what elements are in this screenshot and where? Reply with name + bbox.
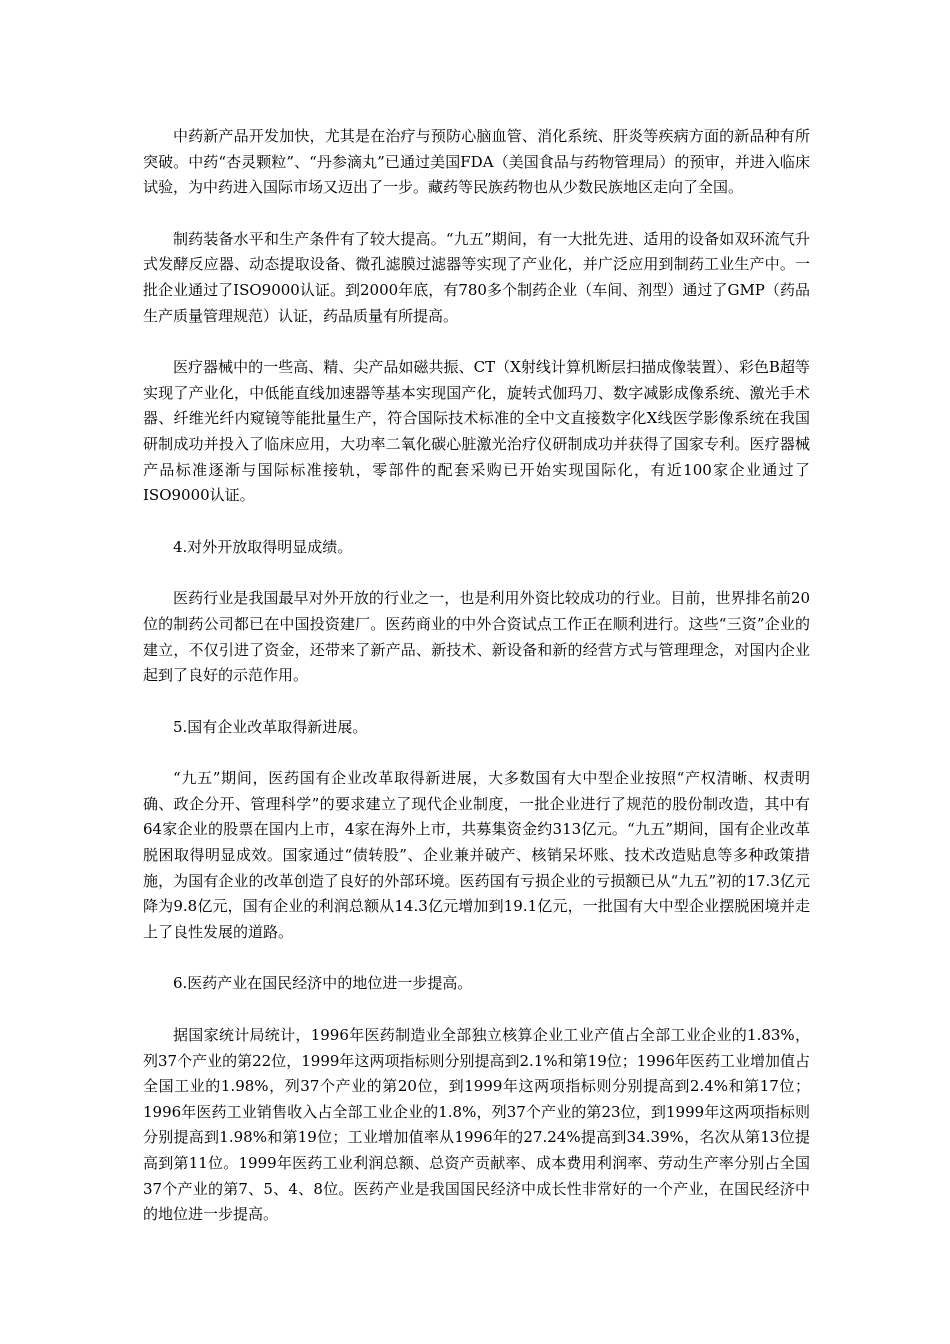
paragraph-soe-reform: “九五”期间，医药国有企业改革取得新进展，大多数国有大中型企业按照“产权清晰、权责明确、政企分开、管理科学”的要求建立了现代企业制度，一批企业进行了规范的股份制改造，其中有64家企业的股票在国内上市，4家在海外上市，共募集资金约313亿元。“九五”期间，国有企业改革脱困取得明显成效。国家通过“债转股”、企业兼并破产、核销呆坏账、技术改造贴息等多种政策措施，为国有企业的改革创造了良好的外部环境。医药国有亏损企业的亏损额已从“九五”初的17.3亿元降为9.8亿元，国有企业的利润总额从14.3亿元增加到19.1亿元，一批国有大中型企业摆脱困境并走上了良性发展的道路。 [143, 769, 810, 941]
paragraph-pharma-equipment: 制药装备水平和生产条件有了较大提高。“九五”期间，有一大批先进、适用的设备如双环流气升式发酵反应器、动态提取设备、微孔滤膜过滤器等实现了产业化，并广泛应用到制药工业生产中。一批企业通过了ISO9000认证。到2000年底，有780多个制药企业（车间、剂型）通过了GMP（药品生产质量管理规范）认证，药品质量有所提高。 [143, 229, 810, 325]
heading-opening-up: 4.对外开放取得明显成绩。 [173, 537, 353, 556]
heading-industry-status: 6.医药产业在国民经济中的地位进一步提高。 [173, 974, 473, 993]
heading-soe-reform: 5.国有企业改革取得新进展。 [173, 717, 368, 736]
document-page [143, 124, 810, 1254]
paragraph-medical-devices: 医疗器械中的一些高、精、尖产品如磁共振、CT（X射线计算机断层扫描成像装置）、彩色B超等实现了产业化，中低能直线加速器等基本实现国产化，旋转式伽玛刀、数字减影成像系统、激光手术器、纤维光纤内窥镜等能批量生产，符合国际技术标准的全中文直接数字化X线医学影像系统在我国研制成功并投入了临床应用，大功率二氧化碳心脏激光治疗仪研制成功并获得了国家专利。医疗器械产品标准逐渐与国际标准接轨，零部件的配套采购已开始实现国际化，有近100家企业通过了ISO9000认证。 [143, 358, 810, 505]
paragraph-opening-up: 医药行业是我国最早对外开放的行业之一，也是利用外资比较成功的行业。目前，世界排名前20位的制药公司都已在中国投资建厂。医药商业的中外合资试点工作正在顺利进行。这些“三资”企业的建立，不仅引进了资金，还带来了新产品、新技术、新设备和新的经营方式与管理理念，对国内企业起到了良好的示范作用。 [143, 589, 810, 685]
paragraph-tcm-products: 中药新产品开发加快，尤其是在治疗与预防心脑血管、消化系统、肝炎等疾病方面的新品种有所突破。中药“杏灵颗粒”、“丹参滴丸”已通过美国FDA（美国食品与药物管理局）的预审，并进入临床试验，为中药进入国际市场又迈出了一步。藏药等民族药物也从少数民族地区走向了全国。 [143, 127, 810, 197]
paragraph-industry-status: 据国家统计局统计，1996年医药制造业全部独立核算企业工业产值占全部工业企业的1.83%，列37个产业的第22位，1999年这两项指标则分别提高到2.1%和第19位；1996年医药工业增加值占全国工业的1.98%，列37个产业的第20位，到1999年这两项指标则分别提高到2.4%和第17位；1996年医药工业销售收入占全部工业企业的1.8%，列37个产业的第23位，到1999年这两项指标则分别提高到1.98%和第19位；工业增加值率从1996年的27.24%提高到34.39%，名次从第13位提高到第11位。1999年医药工业利润总额、总资产贡献率、成本费用利润率、劳动生产率分别占全国37个产业的第7、5、4、8位。医药产业是我国国民经济中成长性非常好的一个产业，在国民经济中的地位进一步提高。 [143, 1026, 810, 1224]
